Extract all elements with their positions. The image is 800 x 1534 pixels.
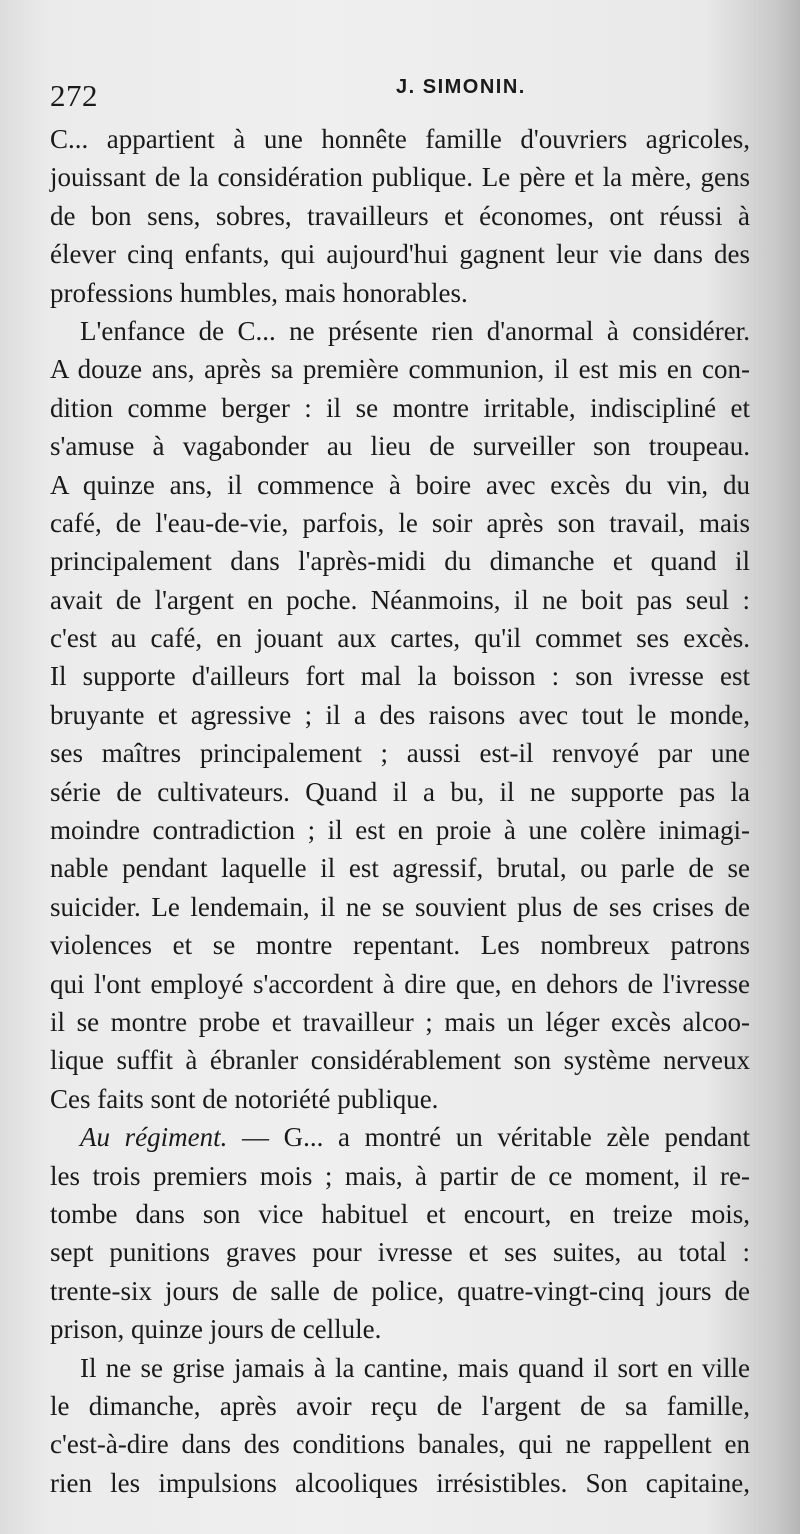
text-line: bruyante et agressive ; il a des raisons avec tout le monde, <box>50 699 750 730</box>
text-line: s'amuse à vagabonder au lieu de surveiller son troupeau. <box>50 431 750 462</box>
text-line: café, de l'eau-de-vie, parfois, le soir après son travail, mais <box>50 507 750 538</box>
text-line: suicider. Le lendemain, il ne se souvient plus de ses crises de <box>50 891 750 922</box>
text-line: trente-six jours de salle de police, quatre-vingt-cinq jours de <box>50 1275 750 1306</box>
running-head: J. SIMONIN. <box>396 76 526 98</box>
text-line: série de cultivateurs. Quand il a bu, il ne supporte pas la <box>50 776 750 807</box>
text-line: rien les impulsions alcooliques irrésistibles. Son capitaine, <box>50 1467 750 1498</box>
text-line: Il supporte d'ailleurs fort mal la boisson : son ivresse est <box>50 661 750 692</box>
text-line: ses maîtres principalement ; aussi est-il renvoyé par une <box>50 738 750 769</box>
text-line: tombe dans son vice habituel et encourt, en treize mois, <box>50 1198 750 1229</box>
text-line: élever cinq enfants, qui aujourd'hui gagnent leur vie dans des <box>50 239 750 270</box>
text-line: c'est-à-dire dans des conditions banales, qui ne rappellent en <box>50 1429 750 1460</box>
text-line: qui l'ont employé s'accordent à dire que, en dehors de l'ivresse <box>50 968 750 999</box>
text-line: avait de l'argent en poche. Néanmoins, il ne boit pas seul : <box>50 584 750 615</box>
text-line: les trois premiers mois ; mais, à partir de ce moment, il re- <box>50 1160 750 1191</box>
text-line: Il ne se grise jamais à la cantine, mais quand il sort en ville <box>80 1352 750 1383</box>
text-line: prison, quinze jours de cellule. <box>50 1314 382 1345</box>
page-header <box>50 74 750 114</box>
page-number: 272 <box>50 78 98 113</box>
text-line: nable pendant laquelle il est agressif, brutal, ou parle de se <box>50 853 750 884</box>
text-line: violences et se montre repentant. Les nombreux patrons <box>50 930 750 961</box>
text-line: jouissant de la considération publique. Le père et la mère, gens <box>50 162 750 193</box>
text-line: professions humbles, mais honorables. <box>50 277 468 308</box>
section-run-in-heading: Au régiment. <box>80 1122 228 1153</box>
text-line: moindre contradiction ; il est en proie à une colère inimagi- <box>50 815 750 846</box>
text-line-with-heading <box>50 1118 750 1156</box>
text-line: sept punitions graves pour ivresse et ses suites, au total : <box>50 1237 750 1268</box>
text-line-rest: — G... a montré un véritable zèle pendant <box>242 1122 750 1153</box>
text-line: c'est au café, en jouant aux cartes, qu'il commet ses excès. <box>50 623 750 654</box>
text-line: C... appartient à une honnête famille d'ouvriers agricoles, <box>50 124 750 154</box>
text-line: le dimanche, après avoir reçu de l'argent de sa famille, <box>50 1390 750 1421</box>
text-line: L'enfance de C... ne présente rien d'anormal à considérer. <box>80 315 750 346</box>
text-line: lique suffit à ébranler considérablement son système nerveux <box>50 1045 750 1076</box>
text-line: principalement dans l'après-midi du dimanche et quand il <box>50 546 750 577</box>
text-line: A quinze ans, il commence à boire avec excès du vin, du <box>50 469 750 500</box>
text-line: dition comme berger : il se montre irritable, indiscipliné et <box>50 392 750 423</box>
text-line: A douze ans, après sa première communion, il est mis en con- <box>50 354 750 385</box>
text-line: Ces faits sont de notoriété publique. <box>50 1083 439 1114</box>
text-line: de bon sens, sobres, travailleurs et économes, ont réussi à <box>50 200 750 231</box>
body-text <box>50 120 750 1502</box>
text-line: il se montre probe et travailleur ; mais un léger excès alcoo- <box>50 1006 750 1037</box>
